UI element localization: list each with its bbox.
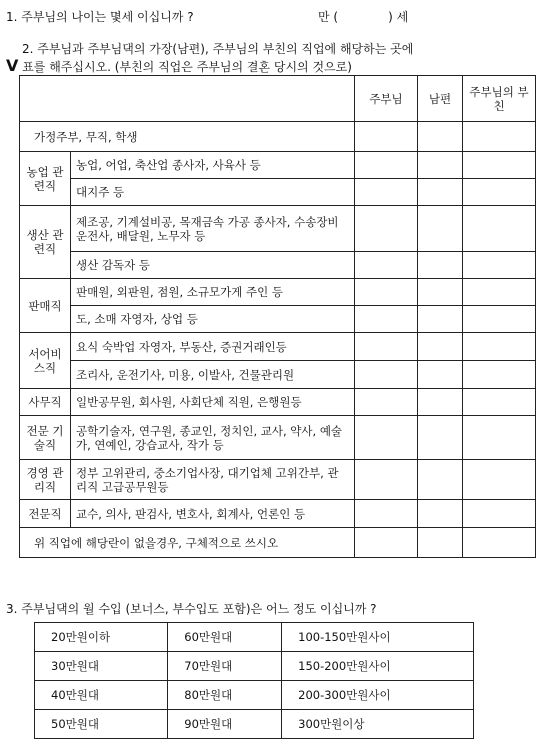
header-husband: 남편	[418, 76, 463, 122]
table-row	[20, 122, 536, 152]
income-option[interactable]: 100-150만원사이	[282, 623, 474, 652]
check-cell[interactable]	[355, 460, 418, 500]
check-cell[interactable]	[355, 416, 418, 460]
check-cell[interactable]	[418, 500, 463, 528]
check-cell[interactable]	[418, 389, 463, 416]
category-label: 사무직	[20, 389, 71, 416]
income-option[interactable]: 90만원대	[168, 710, 282, 739]
check-cell[interactable]	[355, 152, 418, 179]
check-cell[interactable]	[463, 152, 536, 179]
check-cell[interactable]	[418, 152, 463, 179]
income-option[interactable]: 50만원대	[35, 710, 168, 739]
check-cell[interactable]	[463, 333, 536, 361]
check-cell[interactable]	[418, 206, 463, 252]
check-cell[interactable]	[355, 528, 418, 558]
income-option[interactable]: 60만원대	[168, 623, 282, 652]
check-cell[interactable]	[463, 500, 536, 528]
category-label: 전문 기술직	[20, 416, 71, 460]
check-cell[interactable]	[355, 333, 418, 361]
row-label: 교수, 의사, 판검사, 변호사, 회계사, 언론인 등	[71, 500, 355, 528]
header-father: 주부님의 부친	[463, 76, 536, 122]
table-row	[20, 179, 536, 206]
check-cell[interactable]	[355, 279, 418, 306]
check-cell[interactable]	[463, 416, 536, 460]
check-cell[interactable]	[463, 122, 536, 152]
row-label: 정부 고위관리, 중소기업사장, 대기업체 고위간부, 관리직 고급공무원등	[71, 460, 355, 500]
row-label-other[interactable]: 위 직업에 해당란이 없을경우, 구체적으로 쓰시오	[20, 528, 355, 558]
table-row	[20, 389, 536, 416]
table-row	[20, 206, 536, 252]
check-cell[interactable]	[418, 179, 463, 206]
table-row	[20, 528, 536, 558]
row-label: 요식 숙박업 자영자, 부동산, 증권거래인등	[71, 333, 355, 361]
table-row	[20, 252, 536, 279]
check-cell[interactable]	[355, 122, 418, 152]
check-cell[interactable]	[355, 206, 418, 252]
table-header-row	[20, 76, 536, 122]
check-cell[interactable]	[463, 179, 536, 206]
table-row	[20, 460, 536, 500]
question-2-instruction: 표를 해주십시오. (부친의 직업은 주부님의 결혼 당시의 것으로)	[22, 60, 352, 74]
category-label: 전문직	[20, 500, 71, 528]
row-label: 공학기술자, 연구원, 종교인, 정치인, 교사, 약사, 예술가, 연예인, 강습교사, 작가 등	[71, 416, 355, 460]
check-cell[interactable]	[418, 252, 463, 279]
question-2-line1: 2. 주부님과 주부님댁의 가장(남편), 주부님의 부친의 직업에 해당하는 곳에	[22, 42, 414, 56]
income-option[interactable]: 80만원대	[168, 681, 282, 710]
check-cell[interactable]	[418, 333, 463, 361]
table-row	[35, 652, 474, 681]
income-option[interactable]: 200-300만원사이	[282, 681, 474, 710]
row-label: 조리사, 운전기사, 미용, 이발사, 건물관리원	[71, 361, 355, 389]
check-cell[interactable]	[418, 416, 463, 460]
check-cell[interactable]	[463, 361, 536, 389]
category-label: 서어비스직	[20, 333, 71, 389]
income-option[interactable]: 150-200만원사이	[282, 652, 474, 681]
check-cell[interactable]	[418, 361, 463, 389]
header-blank	[20, 76, 355, 122]
check-cell[interactable]	[463, 460, 536, 500]
table-row	[20, 416, 536, 460]
check-cell[interactable]	[418, 306, 463, 333]
check-cell[interactable]	[355, 252, 418, 279]
check-cell[interactable]	[355, 179, 418, 206]
income-option[interactable]: 300만원이상	[282, 710, 474, 739]
category-label: 농업 관련직	[20, 152, 71, 206]
age-paren-open: (	[333, 10, 339, 24]
category-label: 판매직	[20, 279, 71, 333]
age-suffix: 세	[396, 10, 409, 24]
category-label: 생산 관련직	[20, 206, 71, 279]
check-cell[interactable]	[418, 279, 463, 306]
age-prefix: 만	[318, 10, 330, 24]
check-cell[interactable]	[463, 252, 536, 279]
check-cell[interactable]	[463, 528, 536, 558]
question-3: 3. 주부님댁의 월 수입 (보너스, 부수입도 포함)은 어느 정도 이십니까 ?	[6, 602, 377, 616]
question-2-line2	[6, 56, 352, 75]
check-cell[interactable]	[418, 460, 463, 500]
header-housewife: 주부님	[355, 76, 418, 122]
table-row	[20, 500, 536, 528]
table-row	[20, 152, 536, 179]
check-cell[interactable]	[355, 306, 418, 333]
row-label: 일반공무원, 회사원, 사회단체 직원, 은행원등	[71, 389, 355, 416]
row-label: 판매원, 외판원, 점원, 소규모가게 주인 등	[71, 279, 355, 306]
age-field[interactable]	[318, 8, 408, 25]
check-cell[interactable]	[355, 389, 418, 416]
row-label: 가정주부, 무직, 학생	[20, 122, 355, 152]
category-label: 경영 관리직	[20, 460, 71, 500]
row-label: 도, 소매 자영자, 상업 등	[71, 306, 355, 333]
row-label: 농업, 어업, 축산업 종사자, 사육사 등	[71, 152, 355, 179]
question-1: 1. 주부님의 나이는 몇세 이십니까 ?	[6, 10, 194, 24]
income-option[interactable]: 20만원이하	[35, 623, 168, 652]
table-row	[35, 681, 474, 710]
table-row	[35, 710, 474, 739]
table-row	[20, 333, 536, 361]
table-row	[20, 279, 536, 306]
check-cell[interactable]	[355, 500, 418, 528]
row-label: 대지주 등	[71, 179, 355, 206]
check-cell[interactable]	[418, 122, 463, 152]
income-option[interactable]: 70만원대	[168, 652, 282, 681]
check-cell[interactable]	[463, 306, 536, 333]
income-option[interactable]: 40만원대	[35, 681, 168, 710]
row-label: 제조공, 기계설비공, 목재금속 가공 종사자, 수송장비 운전사, 배달원, 노무자 등	[71, 206, 355, 252]
check-cell[interactable]	[463, 389, 536, 416]
table-row	[20, 306, 536, 333]
check-cell[interactable]	[355, 361, 418, 389]
check-cell[interactable]	[463, 206, 536, 252]
check-mark-icon: V	[6, 56, 19, 75]
income-option[interactable]: 30만원대	[35, 652, 168, 681]
check-cell[interactable]	[418, 528, 463, 558]
table-row	[20, 361, 536, 389]
row-label: 생산 감독자 등	[71, 252, 355, 279]
table-row	[35, 623, 474, 652]
age-paren-close: )	[388, 10, 393, 24]
occupation-table	[19, 75, 536, 558]
check-cell[interactable]	[463, 279, 536, 306]
income-table	[34, 622, 474, 739]
